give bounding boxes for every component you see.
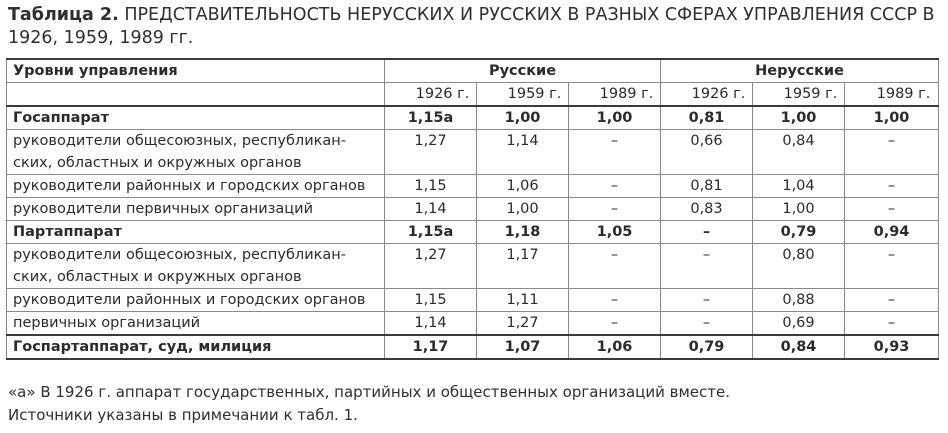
table-row [7,244,939,289]
sources-note: Источники указаны в примечании к табл. 1. [8,406,358,424]
row-label: руководители районных и городских органов [7,289,385,312]
cell-value: – [845,130,939,175]
table-row [7,289,939,312]
table-row [7,130,939,175]
cell-value: 1,06 [569,335,661,359]
table-row [7,175,939,198]
row-label: руководители общесоюзных, республикан-ских, областных и окружных органов [7,244,385,289]
cell-value: 1,15а [385,221,477,244]
cell-value: – [661,312,753,336]
cell-value: 0,88 [753,289,845,312]
cell-value: 1,00 [845,106,939,130]
cell-value: 0,80 [753,244,845,289]
cell-value: – [569,130,661,175]
year-header-spacer [7,83,385,107]
cell-value: – [845,175,939,198]
cell-value: – [569,175,661,198]
cell-value: 1,00 [477,106,569,130]
column-header-levels: Уровни управления [7,59,385,83]
cell-value: – [569,244,661,289]
cell-value: 1,00 [569,106,661,130]
year-header: 1926 г. [661,83,753,107]
row-label: руководители первичных организаций [7,198,385,221]
row-label: первичных организаций [7,312,385,336]
table-row [7,312,939,336]
cell-value: 0,81 [661,106,753,130]
cell-value: 1,27 [385,130,477,175]
row-label: руководители районных и городских органов [7,175,385,198]
table-caption [8,4,943,50]
cell-value: 1,04 [753,175,845,198]
cell-value: 1,11 [477,289,569,312]
cell-value: 1,14 [385,198,477,221]
table-title: ПРЕДСТАВИТЕЛЬНОСТЬ НЕРУССКИХ И РУССКИХ В РАЗНЫХ СФЕРАХ УПРАВЛЕНИЯ СССР В 1926, 1959, 1989 гг. [8,5,935,48]
cell-value: 0,79 [661,335,753,359]
row-label: Госпартаппарат, суд, милиция [7,335,385,359]
cell-value: – [845,289,939,312]
row-label: руководители общесоюзных, республикан-ских, областных и окружных органов [7,130,385,175]
cell-value: 1,05 [569,221,661,244]
cell-value: 1,00 [753,198,845,221]
year-header: 1989 г. [845,83,939,107]
year-header: 1989 г. [569,83,661,107]
cell-value: 1,18 [477,221,569,244]
cell-value: 1,07 [477,335,569,359]
cell-value: 0,84 [753,130,845,175]
cell-value: 0,83 [661,198,753,221]
footnote-a: «а» В 1926 г. аппарат государственных, партийных и общественных организаций вместе. [8,383,730,401]
table-row [7,221,939,244]
year-header: 1926 г. [385,83,477,107]
cell-value: 1,06 [477,175,569,198]
cell-value: 1,27 [477,312,569,336]
cell-value: – [661,289,753,312]
table-row [7,335,939,359]
cell-value: 0,79 [753,221,845,244]
cell-value: – [661,244,753,289]
year-header: 1959 г. [477,83,569,107]
cell-value: – [569,198,661,221]
cell-value: – [845,244,939,289]
cell-value: 1,14 [477,130,569,175]
cell-value: 0,81 [661,175,753,198]
cell-value: 1,00 [477,198,569,221]
cell-value: – [661,221,753,244]
cell-value: – [569,289,661,312]
table-notes [8,381,938,427]
row-label: Партаппарат [7,221,385,244]
cell-value: – [845,312,939,336]
cell-value: 0,94 [845,221,939,244]
cell-value: 1,17 [477,244,569,289]
cell-value: 0,66 [661,130,753,175]
cell-value: 1,15а [385,106,477,130]
row-label: Госаппарат [7,106,385,130]
cell-value: 1,15 [385,175,477,198]
cell-value: 1,00 [753,106,845,130]
column-group-non-russians: Нерусские [661,59,939,83]
column-group-russians: Русские [385,59,661,83]
cell-value: 0,69 [753,312,845,336]
table-row [7,198,939,221]
table-row [7,106,939,130]
cell-value: 1,14 [385,312,477,336]
cell-value: 0,93 [845,335,939,359]
cell-value: 0,84 [753,335,845,359]
cell-value: 1,27 [385,244,477,289]
table-number: Таблица 2. [8,5,119,25]
year-header: 1959 г. [753,83,845,107]
cell-value: – [845,198,939,221]
cell-value: – [569,312,661,336]
cell-value: 1,15 [385,289,477,312]
cell-value: 1,17 [385,335,477,359]
data-table [6,58,939,360]
